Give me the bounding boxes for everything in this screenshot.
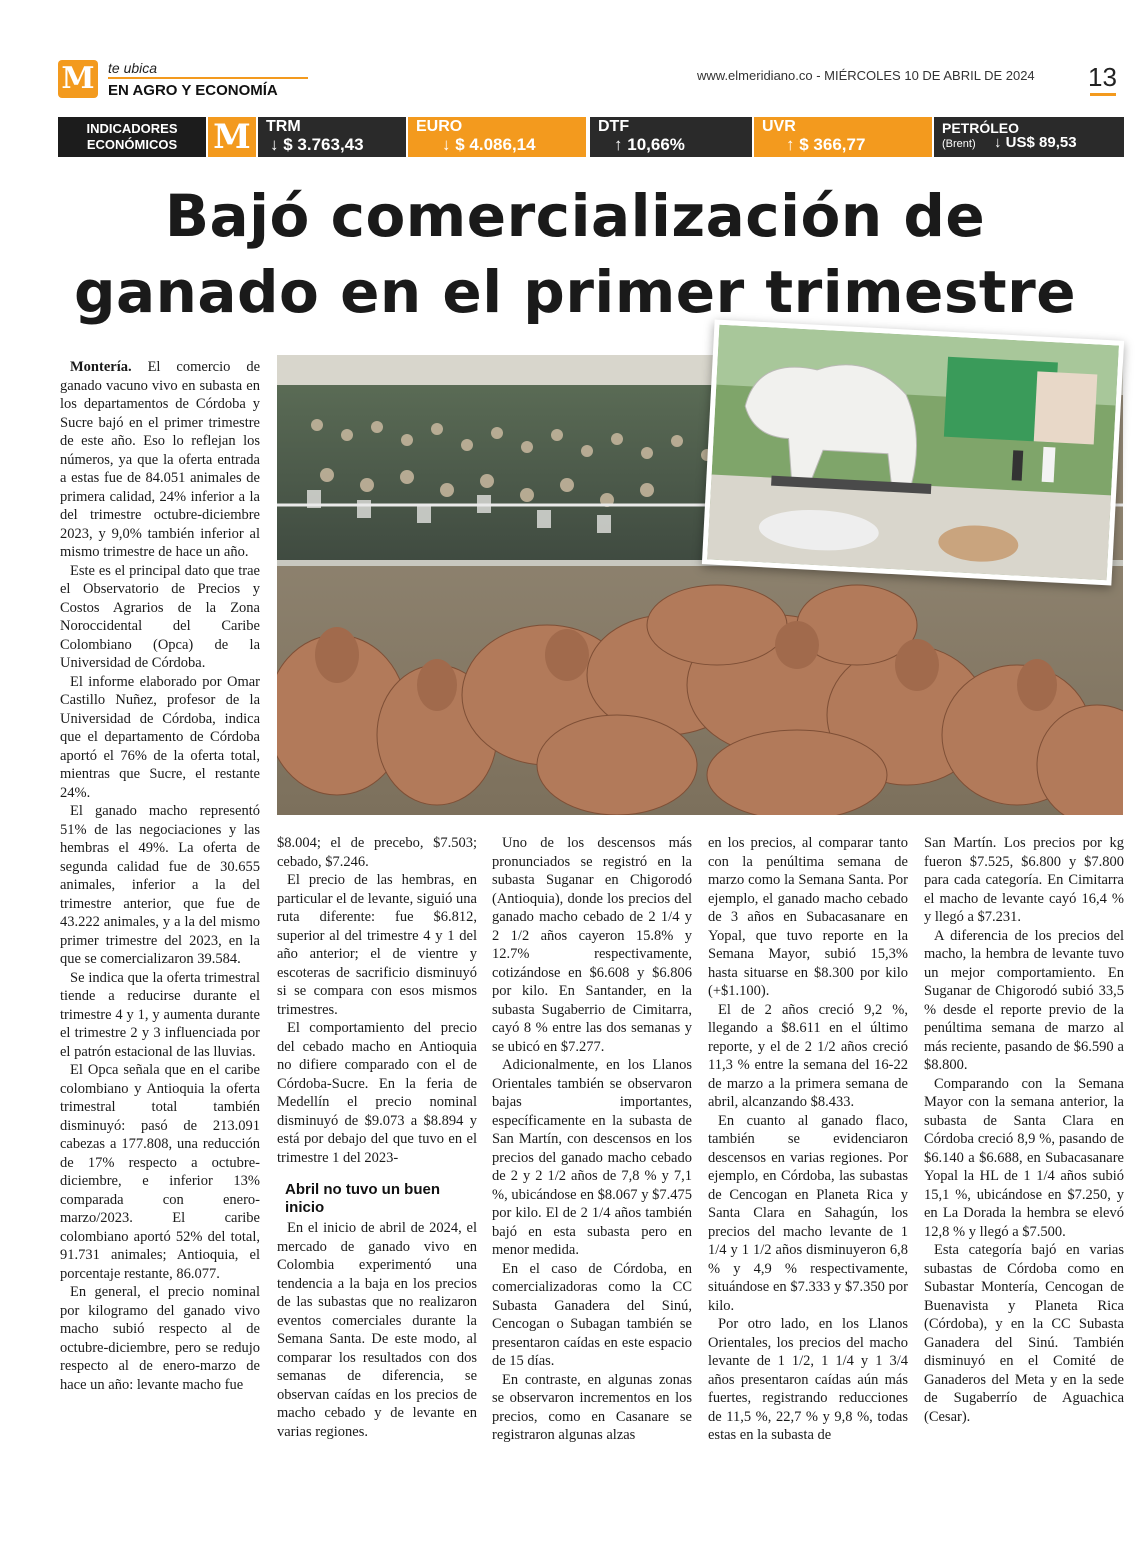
- paragraph: En cuanto al ganado flaco, también se evidenciaron descensos en varias regiones. Por ejemplo, en Córdoba, las subastas de Cencogan en Planeta Rica y Santa Clara en Sahagún, los precios del macho levante de 1 1/4 y 1 1/2 años disminuyeron 6,8 % y 4,9 % respectivamente, situándose en $7.333 y $7.350 por kilo.: [708, 1112, 908, 1314]
- indicator-petroleo: [934, 117, 1124, 157]
- indicator-value: ↓ US$ 89,53: [994, 134, 1077, 151]
- indicator-name: DTF: [598, 118, 630, 135]
- indicators-label: INDICADORES ECONÓMICOS: [58, 117, 206, 157]
- paragraph: Uno de los descensos más pronunciados se registró en la subasta Suganar en Chigorodó (Antioquia), donde los precios del ganado macho cebado de 2 1/4 y 2 1/2 años cayeron 15.8% y 12.7% respectivamente, cotizándose en $6.608 y $6.806 por kilo. En Santander, en la subasta Sugaberrio de Cimitarra, cayó 8 % entre las dos semanas y se ubicó en $7.277.: [492, 835, 692, 1055]
- paragraph: Este es el principal dato que trae el Observatorio de Precios y Costos Agrarios de la Zona Noroccidental del Caribe Colombiano (Opca) de la Universidad de Córdoba.: [60, 562, 260, 671]
- paragraph: Comparando con la Semana Mayor con la semana anterior, la subasta de Santa Clara en Córdoba creció 8,9 %, pasando de $6.140 a $6.688, en Subacasanare Yopal la HL de 1 1/4 años subió 15,1 %, ubicándose en $7.250, y en La Dorada la hembra se elevó 12,8 % y llegó a $7.500.: [924, 1075, 1124, 1240]
- indicator-dtf: [590, 117, 752, 157]
- tagline: te ubica: [108, 60, 158, 76]
- article-column-4: [708, 834, 908, 1445]
- arrow-up-icon: ↑: [786, 135, 795, 154]
- indicators-logo: [208, 117, 256, 157]
- indicator-value: ↑ $ 366,77: [786, 135, 866, 154]
- arrow-down-icon: ↓: [270, 135, 279, 154]
- indicator-name: PETRÓLEO: [942, 120, 1020, 136]
- dateline: Montería.: [70, 359, 132, 375]
- paragraph: En general, el precio nominal por kilogramo del ganado vivo macho subió respecto al de octubre-diciembre, pero se redujo respecto al de enero-marzo de hace un año: levante macho fue: [60, 1284, 260, 1393]
- section-title: EN AGRO Y ECONOMÍA: [108, 82, 278, 99]
- paragraph: En contraste, en algunas zonas se observaron incrementos en los precios, como en Casanare se registraron algunas alzas: [492, 1371, 692, 1443]
- paragraph: Esta categoría bajó en varias subastas de Córdoba como en Subastar Montería, Cencogan de Buenavista y Planeta Rica (Córdoba), y en la CC Subasta Ganadera del Sinú. También disminuyó en el Comité de Ganaderos del Meta y en la sede de Sugaberrío de Aguachica (Cesar).: [924, 1242, 1124, 1425]
- paragraph: En el caso de Córdoba, en comercializadoras como la CC Subasta Ganadera del Sinú, Cencogan o Subagan también se presentaron caídas en este espacio de 15 días.: [492, 1260, 692, 1369]
- paragraph: Se indica que la oferta trimestral tiende a reducirse durante el trimestre 4 y 1, y aumenta durante el trimestre 2 y 3 influenciada por el patrón estacional de las lluvias.: [60, 969, 260, 1060]
- paragraph: El de 2 años creció 9,2 %, llegando a $8.611 en el último reporte, y el de 2 1/2 años creció 11,3 % entre la semana del 16-22 de marzo a la primera semana de abril, alcanzando $8.433.: [708, 1001, 908, 1110]
- arrow-down-icon: ↓: [442, 135, 451, 154]
- paragraph: En el inicio de abril de 2024, el mercado de ganado vivo en Colombia experimentó una tendencia a la baja en los precios de las subastas que no realizaron eventos comerciales durante la Semana Santa. De este modo, al comparar los resultados con dos semanas de diferencia, se observan caídas en los precios de macho cebado y de levante en varias regiones.: [277, 1220, 477, 1440]
- paragraph: San Martín. Los precios por kg fueron $7.525, $6.800 y $7.800 para cada categoría. En Cimitarra el macho de levante cayó 16,4 % y llegó a $7.231.: [924, 835, 1124, 925]
- paragraph: Adicionalmente, en los Llanos Orientales también se observaron bajas importantes, específicamente en la subasta de San Martín, con descensos en los precios del ganado macho cebado de 2 y 2 1/2 años de 7,8 % y 7,1 %, ubicándose en $8.067 y $7.475 por kilo. El de 2 1/4 años también bajó en esta subasta pero en menor medida.: [492, 1057, 692, 1258]
- article-column-5: [924, 834, 1124, 1426]
- tagline-divider: [108, 77, 308, 79]
- paragraph: El precio de las hembras, en particular el de levante, siguió una ruta diferente: fue $6.812, superior al del trimestre 4 y 1 del año anterior; el de vientre y escoteras de sacrificio disminuyó si se compara con esos mismos trimestres.: [277, 872, 477, 1018]
- paragraph: El comportamiento del precio del cebado macho en Antioquia no difiere comparado con el de Córdoba-Sucre. En la feria de Medellín el precio nominal disminuyó de $9.073 a $8.894 y está por debajo del que tuvo en el trimestre 1 del 2023-: [277, 1020, 477, 1166]
- zebu-bull-statue-photo: [702, 319, 1124, 585]
- paragraph: El informe elaborado por Omar Castillo Nuñez, profesor de la Universidad de Córdoba, indica que el departamento de Córdoba aportó el 76% de la oferta total, mientras que Sucre, el restante 24%.: [60, 673, 260, 801]
- article-column-1: [60, 358, 260, 1394]
- paragraph: El comercio de ganado vacuno vivo en subasta en los departamentos de Córdoba y Sucre bajó en el primer trimestre de este año. Eso lo reflejan los números, ya que la oferta entrada a estas fue de 84.051 animales de primera calidad, 24% inferior a la del trimestre octubre-diciembre 2023, y 9,0% también inferior al mismo trimestre de hace un año.: [60, 359, 261, 560]
- site-and-date: www.elmeridiano.co - MIÉRCOLES 10 DE ABRIL DE 2024: [697, 68, 1035, 83]
- indicator-name: TRM: [266, 118, 301, 135]
- indicator-euro: [408, 117, 586, 157]
- newspaper-logo: [58, 60, 98, 98]
- indicator-value: ↓ $ 4.086,14: [442, 135, 536, 154]
- indicator-value: ↓ $ 3.763,43: [270, 135, 364, 154]
- indicator-trm: [258, 117, 406, 157]
- arrow-down-icon: ↓: [994, 134, 1002, 151]
- page-number: 13: [1088, 62, 1117, 92]
- indicators-logo-letter: M: [213, 117, 251, 157]
- indicator-uvr: [754, 117, 932, 157]
- article-column-3: [492, 834, 692, 1445]
- paragraph: A diferencia de los precios del macho, la hembra de levante tuvo un mejor comportamiento. En Suganar de Chigorodó subió 33,5 % desde el reporte previo de la penúltima semana de marzo al más reciente, pasando de $6.590 a $8.800.: [924, 927, 1124, 1073]
- logo-letter: M: [61, 61, 95, 96]
- paragraph: en los precios, al comparar tanto con la penúltima semana de marzo como la Semana Santa. Por ejemplo, el ganado macho cebado de 3 años en Subacasanare en Yopal, que tuvo reporte en la Semana Mayor, subió 15,3% hasta situarse en $8.300 por kilo (+$1.100).: [708, 835, 908, 999]
- indicator-name: UVR: [762, 118, 796, 135]
- indicator-value: ↑ 10,66%: [614, 135, 685, 154]
- page-number-underline: [1090, 93, 1116, 96]
- article-headline: Bajó comercialización de ganado en el primer trimestre: [73, 182, 1077, 326]
- indicator-name: EURO: [416, 118, 463, 135]
- paragraph: El ganado macho representó 51% de las negociaciones y las hembras el 49%. La oferta de segunda calidad fue de 30.655 animales, inferior a la del trimestre anterior, que fue de 43.222 animales, y a la del mismo primer trimestre del 2023, en la que se comercializaron 39.584.: [60, 803, 260, 967]
- paragraph: Por otro lado, en los Llanos Orientales, los precios del macho levante de 1 1/2, 1 1/4 y 1 3/4 años presentaron caídas aún más fuertes, registrando reducciones de 11,5 %, 22,7 % y 9,8 %, todas estas en la subasta de: [708, 1316, 908, 1443]
- indicator-sub: (Brent): [942, 138, 976, 150]
- subheading: Abril no tuvo un buen inicio: [285, 1181, 440, 1216]
- paragraph: $8.004; el de precebo, $7.503; cebado, $7.246.: [277, 835, 477, 870]
- article-column-2: [277, 834, 477, 1441]
- paragraph: El Opca señala que en el caribe colombiano y Antioquia la oferta trimestral total también disminuyó: pasó de 213.091 cabezas a 177.808, una reducción de 17% respecto a octubre-diciembre, e inferior 13% comparada con enero-marzo/2023. El caribe colombiano aportó 52% del total, 91.731 animales; Antioquia, el porcentaje restante, 86.077.: [60, 1062, 260, 1282]
- arrow-up-icon: ↑: [614, 135, 623, 154]
